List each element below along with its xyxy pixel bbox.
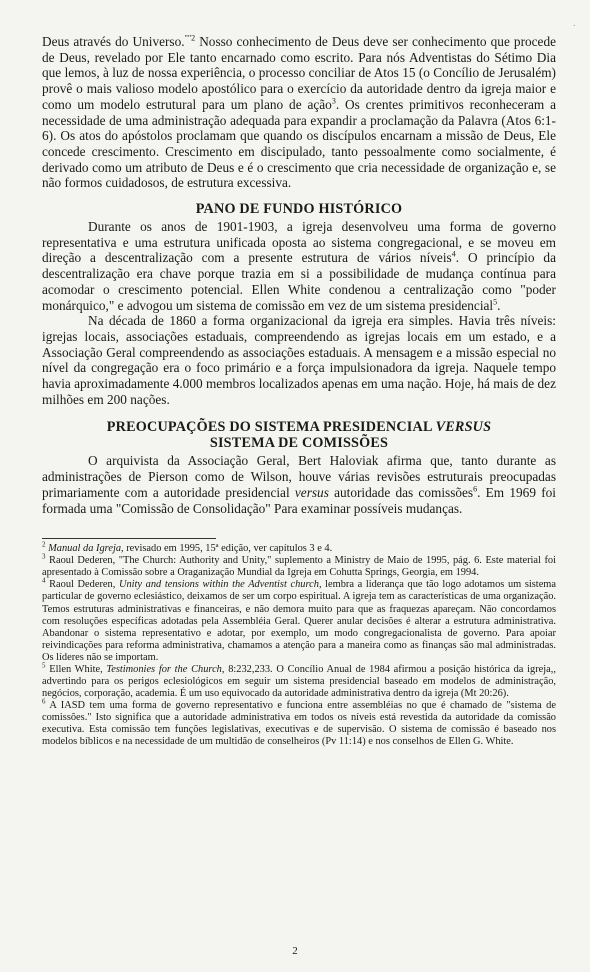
footnote-6: $^6$ A IASD tem uma forma de governo representativo e funciona entre assembléias no que é chamado de "sistema de comissões." Isto significa que a autoridade administrativa em todos os níveis está revestida da autoridade da comissão executiva. Esta comissão tem funções legislativas, executivas e de supervisão. O sistema de comissão é baseado nos modelos bíblicos e na necessidade de um multidão de conselheiros (Pv 11:14) e nos conselhos de Ellen G. White. bbox=[42, 697, 556, 748]
section-heading-historico: PANO DE FUNDO HISTÓRICO bbox=[195, 201, 403, 218]
footnote-2: $^2$ Manual da Igreja, revisado em 1995, 15ª edição, ver capítulos 3 e 4. bbox=[42, 540, 333, 555]
intro-paragraph: Deus através do Universo.$^{""2}$ Nosso conhecimento de Deus deve ser conhecimento que procede de Deus, revelado por Ele tanto encarnado como escrito. Para nós Adventistas do Sétimo Dia que lemos, à luz de nossa experiência, o processo conciliar de Atos 15 (o Concílio de Jerusalém) provê o mais valioso modelo apostólico para o exercício da autoridade dentro da igreja maior e como um modelo estrutural para um plano de ação$^3$. Os crentes primitivos reconheceram a necessidade de uma administração adequada para expandir a proclamação da Palavra (Atos 6:1-6). Os atos do apóstolos proclamam que quando os discípulos encarnam a missão de Deus, Ele concede crescimento. Crescimento em discipulado, tanto pessoalmente como socialmente, é derivado como um atributo de Deus e é o crescimento que cria necessidade de organização e, se não formos cuidadosos, de estrutura excessiva. bbox=[42, 33, 557, 191]
footnote-5: $^5$ Ellen White, Testimonies for the Church, 8:232,233. O Concílio Anual de 1984 afirmou a posição histórica da igreja,, advertindo para os perigos eclesiológicos em seguir um sistema presidencial baseado em modelos de administração, negócios, corporação, academia. É um uso equivocado da autoridade administrativa dentro da igreja (Mt 20:26). bbox=[42, 661, 556, 699]
page-number: 2 bbox=[292, 945, 298, 957]
footnote-3: $^3$ Raoul Dederen, "The Church: Authority and Unity," suplemento a Ministry de Maio de 1995, pág. 6. Este material foi apresentado à Comissão sobre a Oraganização Mundial da Igreja em Cohutta Springs, Georgia, em 1994. bbox=[42, 552, 556, 579]
preocupacoes-paragraph: O arquivista da Associação Geral, Bert Haloviak afirma que, tanto durante as administrações de Pierson como de Wilson, houve várias revisões estruturais preocupadas primariamente com a autoridade presidencial versus autoridade das comissões$^6$. Em 1969 foi formada uma "Comissão de Consolidação" Para examinar possíveis mudanças. bbox=[42, 453, 556, 516]
margin-mark: · bbox=[572, 20, 576, 32]
historico-paragraph-2: Na década de 1860 a forma organizacional da igreja era simples. Havia três níveis: igrejas locais, associações estaduais, compreendendo as igrejas locais em um estado, e a Associação Geral compreendendo as associações estaduais. A mensagem e a missão especial no nível da congregação era o foco primário e a força impulsionadora da igreja. Naquele tempo havia aproximadamente 4.000 membros localizados apenas em uma nação. Hoje, há mais de dez milhões em 200 nações. bbox=[42, 313, 556, 407]
footnote-ref-3: 3 bbox=[331, 96, 336, 106]
footnote-divider bbox=[42, 538, 216, 539]
historico-paragraph-1: Durante os anos de 1901-1903, a igreja desenvolveu uma forma de governo representativa e uma estrutura unificada oposta ao sistema congregacional, e se moveu em direção a descentralização com a presente estrutura de vários níveis$^4$. O princípio da descentralização era chave porque trazia em si a possibilidade de mudança contínua para acomodar o crescimento potencial. Ellen White condenou a centralização como "poder monárquico," e advogou um sistema de comissão em vez de um sistema presidencial$^5$. bbox=[42, 219, 556, 313]
footnote-4: $^4$ Raoul Dederen, Unity and tensions within the Adventist church, lembra a liderança que tão logo adotamos um sistema particular de governo eclesiástico, deixamos de ser um corpo espiritual. A igreja tem as características de uma organização. Temos estruturas administrativas e financeiras, e não demora muito para que as fraquezas apareçam. Não concordamos com resoluções específicas adotadas pela Assembléia Geral. Querer anular decisões é alterar a estrutura administrativa. Abandonar o sistema representativo e adotar, por exemplo, um modo congregacionalista de governo. Para apoiar reivindicações para reforma administrativa, chamamos a atenção para a maneira como as finanças são mal administradas. Os líderes não se importam. bbox=[42, 576, 556, 663]
footnote-ref-6: 6 bbox=[473, 484, 478, 494]
footnote-ref-2: ""2 bbox=[184, 33, 196, 43]
footnote-ref-5: 5 bbox=[493, 297, 498, 307]
footnote-ref-4: 4 bbox=[451, 250, 456, 260]
section-heading-preocupacoes: PREOCUPAÇÕES DO SISTEMA PRESIDENCIAL VERSUS SISTEMA DE COMISSÕES bbox=[106, 419, 492, 452]
